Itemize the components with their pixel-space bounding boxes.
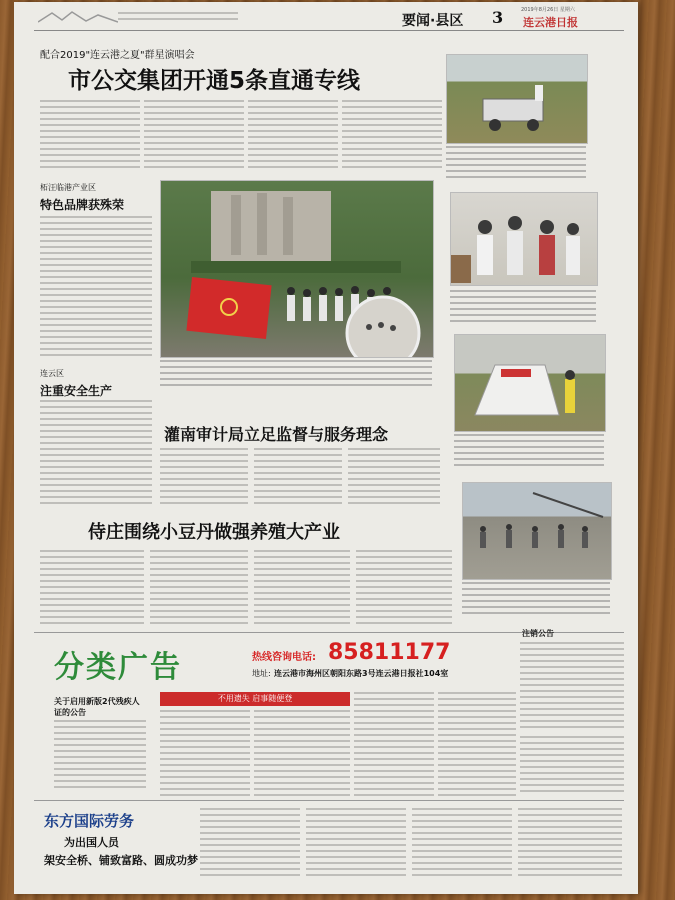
address-text: 连云港市海州区朝阳东路3号连云港日报社104室 [274, 669, 449, 678]
cancel-notice-body [520, 642, 624, 732]
masthead-rule [34, 30, 624, 31]
classified-title: 分类广告 [54, 650, 182, 685]
bus-body-col1 [40, 100, 140, 172]
lost-notices-col5 [520, 736, 624, 796]
lost-notice-banner-text: 不用遗失 启事随便登 [217, 694, 293, 703]
construction-photo-caption [462, 582, 610, 616]
bus-body-col2 [144, 100, 244, 172]
newspaper-page [14, 2, 638, 894]
hotline-label: 热线咨询电话: [252, 652, 316, 663]
main-group-photo [160, 180, 434, 358]
address-label: 地址: [252, 669, 271, 678]
worksite-scene-icon [463, 483, 611, 579]
cancel-notice-title: 注销公告 [522, 629, 554, 638]
haizhou-kicker: 柘汪临港产业区 [40, 183, 96, 192]
office-visit-photo [450, 192, 598, 286]
labor-ad-line1: 为出国人员 [64, 836, 119, 849]
tent-photo-caption [454, 434, 604, 468]
tent-scene-icon [455, 335, 605, 431]
beans-body-col3 [254, 550, 350, 626]
office-photo-caption [450, 290, 596, 324]
monument-group-scene-icon [161, 181, 433, 357]
labor-ad-line2: 架安全桥、铺致富路、圆成功梦 [44, 854, 198, 867]
farm-photo [446, 54, 588, 144]
lost-notices-col3 [354, 692, 434, 796]
safety-kicker: 连云区 [40, 369, 64, 378]
labor-ad-col2 [306, 808, 406, 878]
tent-photo [454, 334, 606, 432]
beans-headline: 侍庄围绕小豆丹做强养殖大产业 [88, 522, 340, 543]
masthead-nav-strip [118, 12, 238, 20]
lost-notice-banner [160, 692, 350, 706]
bus-kicker: 配合2019"连云港之夏"群星演唱会 [40, 50, 195, 61]
disability-notice-title: 关于启用新版2代残疾人证的公告 [54, 697, 140, 717]
lost-notices-col2 [254, 710, 350, 796]
labor-company-name: 东方国际劳务 [44, 812, 135, 830]
bus-headline: 市公交集团开通5条直通专线 [68, 68, 361, 94]
lost-notices-col1 [160, 710, 250, 796]
hotline-number: 85811177 [328, 640, 451, 665]
beans-body-col1 [40, 550, 144, 626]
disability-notice-body [54, 720, 146, 790]
masthead-logo [38, 9, 118, 23]
tractor-scene-icon [447, 55, 587, 143]
date-line: 2019年8月26日 星期六 [521, 7, 575, 13]
section-title: 要闻·县区 [402, 13, 464, 29]
people-indoor-scene-icon [451, 193, 597, 285]
beans-body-col4 [356, 550, 452, 626]
bottom-ad-rule [34, 800, 624, 801]
safety-headline: 注重安全生产 [40, 384, 113, 398]
safety-body [40, 400, 152, 504]
bus-body-col4 [342, 100, 442, 172]
audit-body-col1 [160, 448, 248, 506]
main-photo-caption [160, 360, 432, 390]
farm-photo-caption [446, 146, 586, 178]
bus-body-col3 [248, 100, 338, 172]
audit-headline: 灌南审计局立足监督与服务理念 [164, 425, 389, 444]
paper-name-logo: 连云港日报 [523, 16, 578, 29]
mountain-logo-icon [38, 10, 118, 24]
labor-ad-col3 [412, 808, 512, 878]
labor-ad-col1 [200, 808, 300, 878]
beans-body-col2 [150, 550, 248, 626]
lost-notices-col4 [438, 692, 516, 796]
construction-photo [462, 482, 612, 580]
labor-ad-col4 [518, 808, 622, 878]
haizhou-headline: 特色品牌获殊荣 [40, 198, 125, 212]
page-number: 3 [492, 8, 504, 27]
haizhou-body [40, 216, 152, 356]
audit-body-col2 [254, 448, 342, 506]
audit-body-col3 [348, 448, 440, 506]
